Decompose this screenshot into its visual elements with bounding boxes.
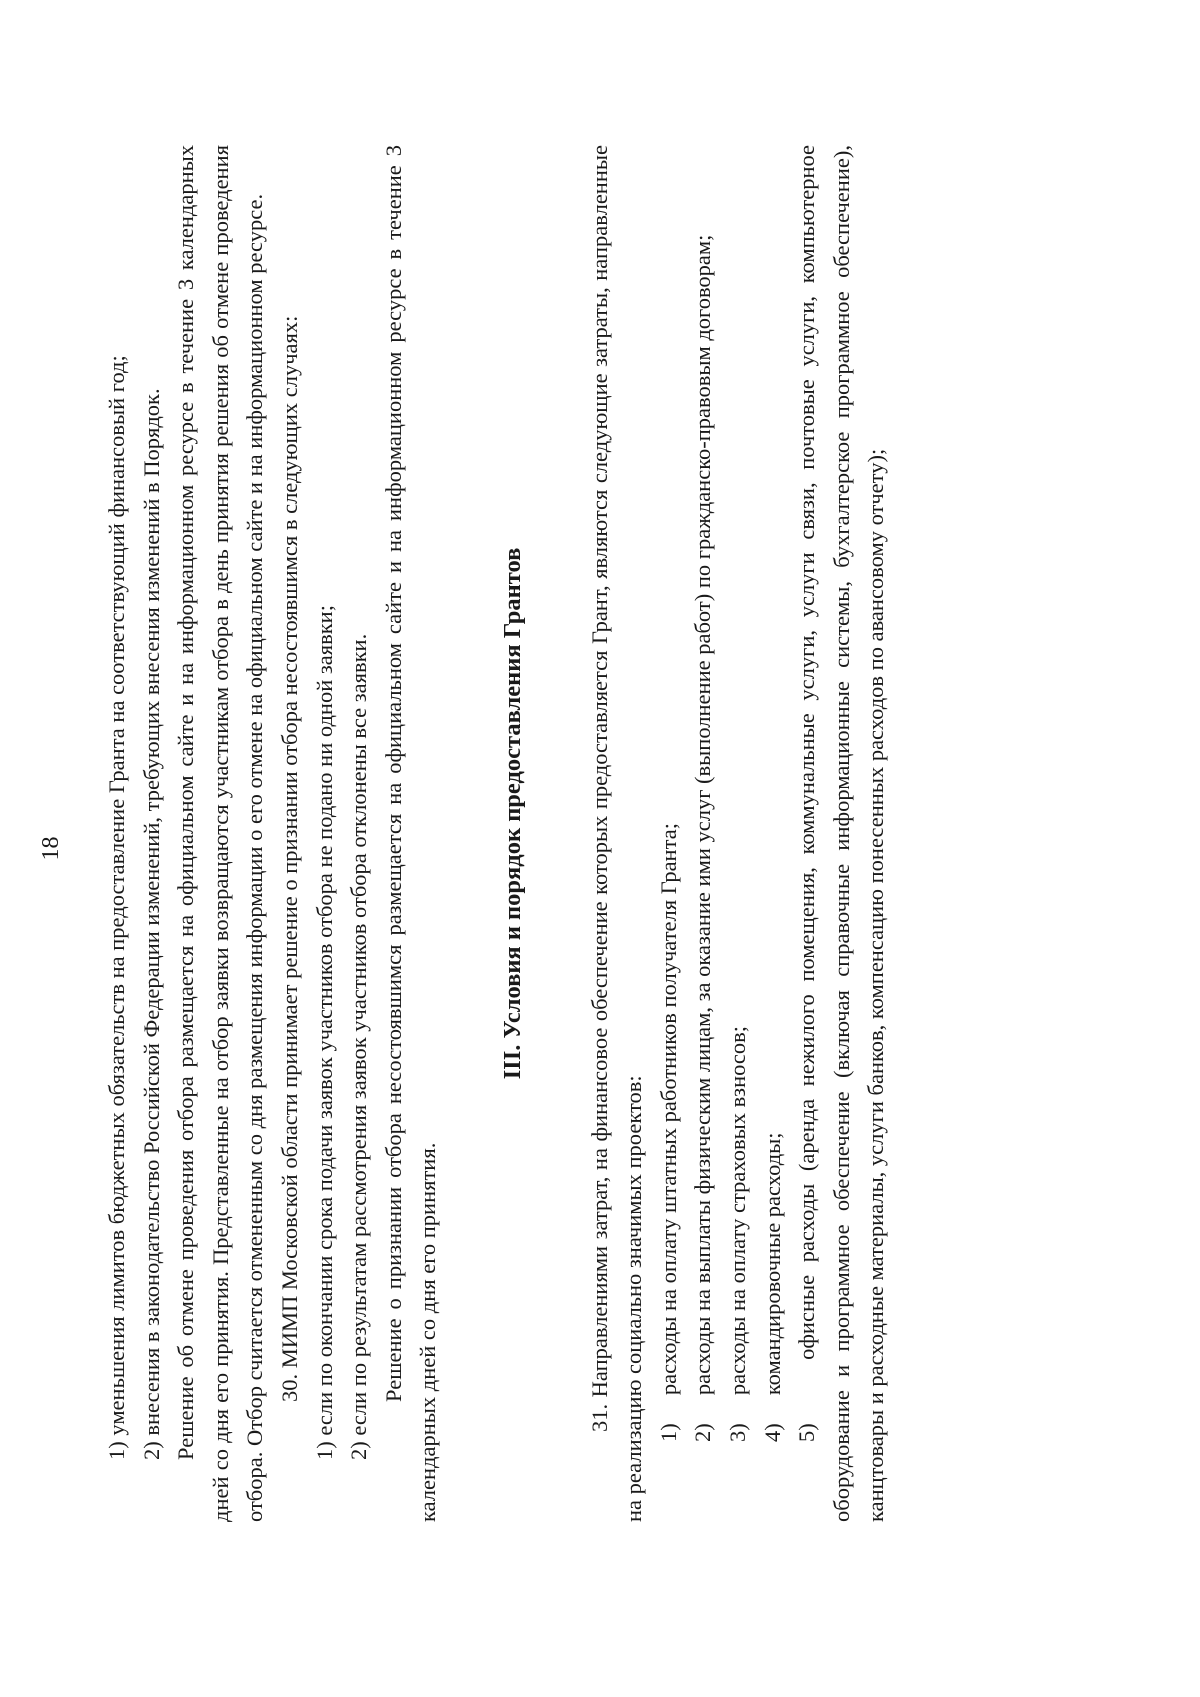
clause-30: 30. МИМП Московской области принимает решение о признании отбора несостоявшимся в следующих случаях: xyxy=(276,315,302,1402)
list-item-number: 4) xyxy=(759,1423,785,1442)
list-item-5 xyxy=(790,145,894,1522)
section-heading: III. Условия и порядок предоставления Грантов xyxy=(498,547,526,1080)
clause-29-item-2: 2) внесения в законодательство Российской Федерации изменений, требующих внесения изменений в Порядок. xyxy=(138,388,164,1460)
list-item-text: расходы на выплаты физическим лицам, за оказание ими услуг (выполнение работ) по гражданско-правовым договорам; xyxy=(690,234,716,1396)
list-item-3 xyxy=(721,145,756,1522)
failed-selection-decision-paragraph: Решение о признании отбора несостоявшимся размещается на официальном сайте и на информационном ресурсе в течение 3 календарных дней со дня его принятия. xyxy=(380,145,441,1522)
list-item-text: офисные расходы (аренда нежилого помещения, коммунальные услуги, услуги связи, почтовые услуги, компьютерное оборудование и программное обеспечение (включая справочные информационные системы, бухгалтерское программное обеспечение), канцтовары и расходные материалы, услуги банков, компенсацию понесенных расходов по авансовому отчету); xyxy=(794,144,889,1522)
clause-30-item-2: 2) если по результатам рассмотрения заявок участников отбора отклонены все заявки. xyxy=(346,633,372,1460)
list-item-1 xyxy=(652,145,687,1522)
clause-31: 31. Направлениями затрат, на финансовое обеспечение которых предоставляется Грант, являются следующие затраты, направленные на реализацию социально значимых проектов: xyxy=(586,145,647,1522)
list-item-text: командировочные расходы; xyxy=(759,1132,785,1396)
document-body xyxy=(100,145,894,1522)
list-item-number: 5) xyxy=(794,1423,820,1442)
list-item-number: 2) xyxy=(690,1423,716,1442)
list-item-text: расходы на оплату страховых взносов; xyxy=(724,1025,750,1396)
list-item-number: 3) xyxy=(724,1423,750,1442)
clause-29-item-1: 1) уменьшения лимитов бюджетных обязательств на предоставление Гранта на соответствующий финансовый год; xyxy=(104,355,129,1460)
list-item-4 xyxy=(756,145,791,1522)
cancellation-decision-paragraph: Решение об отмене проведения отбора размещается на официальном сайте и на информационном ресурсе в течение 3 календарных дней со дня его принятия. Представленные на отбор заявки возвращаются участникам отбора в день принятия решения об отмене проведения отбора. Отбор считается отмененным со дня размещения информации о его отмене на официальном сайте и на информационном ресурсе. xyxy=(173,145,268,1522)
list-item-2 xyxy=(686,145,721,1522)
page-number: 18 xyxy=(38,836,64,861)
clause-30-item-1: 1) если по окончании срока подачи заявок участников отбора не подано ни одной заявки; xyxy=(311,605,337,1460)
list-item-number: 1) xyxy=(655,1423,681,1442)
list-item-text: расходы на оплату штатных работников получателя Гранта; xyxy=(655,823,681,1396)
